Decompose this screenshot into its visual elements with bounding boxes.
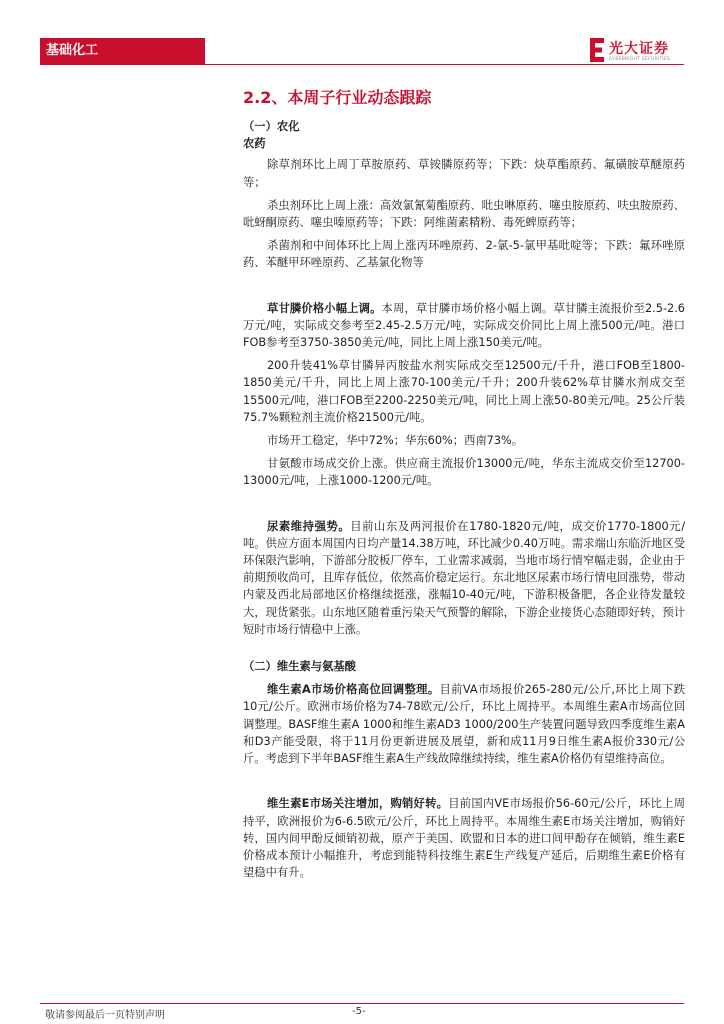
paragraph-insecticide: 杀虫剂环比上周上涨：高效氯氰菊酯原药、吡虫啉原药、噻虫胺原药、呋虫胺原药、吡蚜酮原药、噻虫嗪原药等；下跌：阿维菌素精粉、毒死蜱原药等； [243,198,685,230]
subsection-agrochem: （一）农化 [243,120,300,133]
vitamin-a-lead: 维生素A市场价格高位回调整理。 [267,683,440,697]
paragraph-glyphosate-200l: 200升装41%草甘膦异丙胺盐水剂实际成交至12500元/千升，港口FOB至1800-1850美元/千升，同比上周上涨70-100美元/千升；200升装62%草甘膦水剂成交至15500元/吨，港口FOB至2200-2250美元/吨，同比上周上涨50-80美元/吨。25公斤装75.7%颗粒剂主流价格21500元/吨。 [243,359,685,424]
urea-lead: 尿素维持强势。 [267,519,351,533]
page-number: -5- [352,1006,366,1017]
urea-body: 目前山东及两河报价在1780-1820元/吨，成交价1770-1800元/吨。供应方面本周国内日均产量14.38万吨，环比减少0.40万吨。需求端山东临沂地区受环保限汽影响，下游部分胶板厂停车，工业需求减弱，当地市场行情窄幅走弱，企业由于前期预收尚可，且库存低位，依然高价稳定运行。东北地区尿素市场行情电回涨势，带动内蒙及西北局部地区价格继续挺涨，涨幅10-40元/吨，下游积极备肥，各企业待发量较大，现货紧张。山东地区随着重污染天气预警的解除，下游企业接货心态随即好转，预计短时市场行情稳中上涨。 [243,519,685,636]
paragraph-herbicide: 除草剂环比上周丁草胺原药、草铵膦原药等；下跌：炔草酯原药、氟磺胺草醚原药等； [243,158,685,189]
subsection-vitamins: （二）维生素与氨基酸 [243,660,356,674]
section-title: 2.2、本周子行业动态跟踪 [243,88,432,107]
vitamin-a-body: 目前VA市场报价265-280元/公斤,环比上周下跌10元/公斤。欧洲市场价格为74-78欧元/公斤，环比上周持平。本周维生素A市场高位回调整理。BASF维生素A 1000和维生素AD3 1000/200生产装置问题导致四季度维生素A和D3产能受限，将于11月份更新进展及展望，新和成11月9日维生素A报价330元/公斤。考虑到下半年BASF维生素A生产线故障继续持续，维生素A价格仍有望维持高位。 [243,683,685,766]
vitamin-e-body: 目前国内VE市场报价56-60元/公斤，环比上周持平，欧洲报价为6-6.5欧元/公斤，环比上周持平。本周维生素E市场关注增加，购销好转，国内间甲酚反倾销初裁，原产于美国、欧盟和日本的进口间甲酚存在倾销，维生素E价格成本预计小幅推升，考虑到能特科技维生素E生产线复产延后，后期维生素E价格有望稳中有升。 [243,797,686,880]
main-content [243,86,685,887]
paragraph-fungicide: 杀菌剂和中间体环比上周上涨丙环唑原药、2-氯-5-氯甲基吡啶等；下跌：氟环唑原药、苯醚甲环唑原药、乙基氯化物等 [243,239,685,270]
footer-disclaimer: 敬请参阅最后一页特别声明 [45,1010,165,1021]
paragraph-vitamin-a [243,681,685,767]
glyphosate-lead: 草甘膦价格小幅上调。 [267,301,382,315]
header-divider [40,64,684,65]
logo-text-en: EVERBRIGHT SECURITIES [609,57,671,62]
paragraph-vitamin-e [243,795,685,881]
vitamin-e-lead: 维生素E市场关注增加，购销好转。 [267,797,449,811]
section-label: 基础化工 [40,38,205,64]
logo-mark-icon [590,38,604,62]
subsection-pesticide-heading: 农药 [243,137,266,151]
everbright-logo [590,38,690,66]
footer-divider [40,1003,684,1004]
paragraph-urea [243,518,685,638]
paragraph-glycine: 甘氨酸市场成交价上涨。供应商主流报价13000元/吨，华东主流成交价至12700-13000元/吨，上涨1000-1200元/吨。 [243,457,685,488]
glyphosate-body: 本周，草甘膦市场价格小幅上调。草甘膦主流报价至2.5-2.6万元/吨，实际成交参考至2.45-2.5万元/吨，实际成交价同比上周上涨500元/吨。港口FOB参考至3750-3850美元/吨，同比上周上涨150美元/吨。 [243,301,685,350]
logo-text-cn: 光大证券 [609,41,669,57]
paragraph-operating-rate: 市场开工稳定，华中72%；华东60%；西南73%。 [267,434,524,448]
paragraph-glyphosate [243,300,685,352]
